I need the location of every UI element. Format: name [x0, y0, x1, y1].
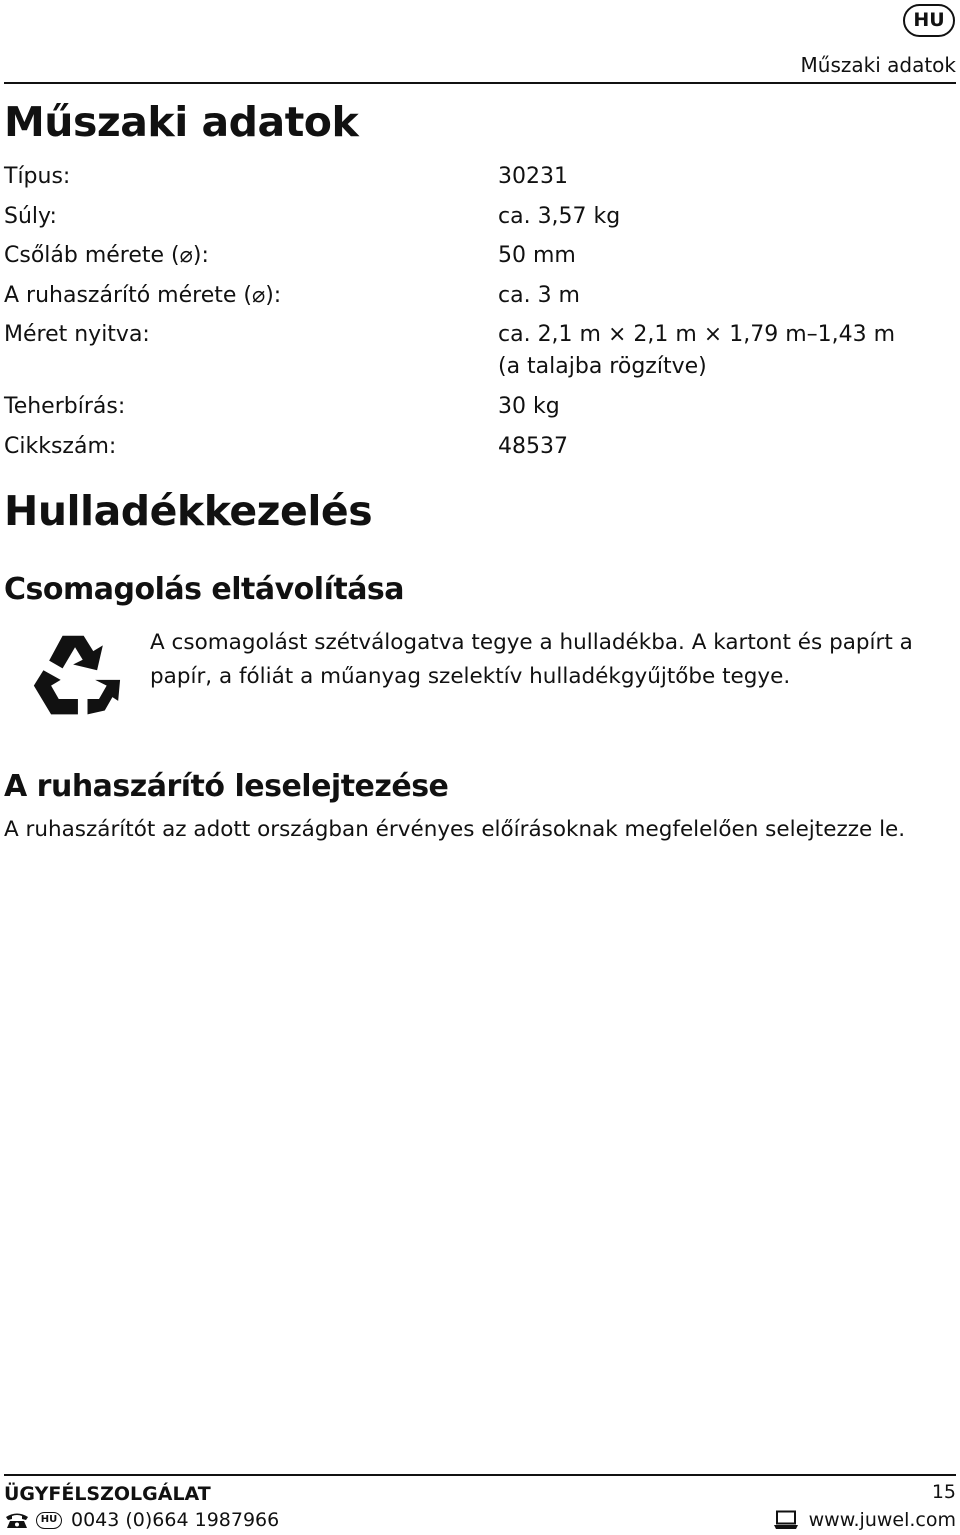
spec-value-dryer-size: ca. 3 m: [498, 283, 580, 308]
page-title: Műszaki adatok: [4, 98, 359, 146]
service-phone-number[interactable]: 0043 (0)664 1987966: [71, 1509, 280, 1531]
customer-service-label: ÜGYFÉLSZOLGÁLAT: [4, 1483, 211, 1505]
phone-icon: [4, 1511, 30, 1529]
spec-value-open-size-note: (a talajba rögzítve): [498, 354, 707, 379]
dryer-disposal-instructions: A ruhaszárítót az adott országban érvényes előírásoknak megfelelően selejtezze le.: [4, 817, 906, 842]
spec-value-open-size: ca. 2,1 m × 2,1 m × 1,79 m–1,43 m: [498, 322, 896, 347]
spec-label-open-size: Méret nyitva:: [4, 322, 150, 347]
spec-label-article-number: Cikkszám:: [4, 434, 117, 459]
website-row: [773, 1506, 956, 1534]
page-number: 15: [931, 1481, 956, 1503]
language-badge: HU: [903, 4, 955, 37]
packaging-heading: Csomagolás eltávolítása: [4, 572, 405, 607]
header-section-title: Műszaki adatok: [800, 53, 956, 77]
spec-label-dryer-size: A ruhaszárító mérete (⌀):: [4, 283, 282, 308]
disposal-heading: Hulladékkezelés: [4, 487, 373, 535]
recycle-icon: [28, 630, 124, 722]
spec-label-weight: Súly:: [4, 204, 57, 229]
spec-value-article-number: 48537: [498, 434, 568, 459]
spec-label-load: Teherbírás:: [4, 394, 126, 419]
laptop-icon: [773, 1510, 799, 1530]
service-phone-row: [4, 1506, 279, 1534]
dryer-disposal-heading: A ruhaszárító leselejtezése: [4, 769, 449, 804]
spec-label-type: Típus:: [4, 164, 71, 189]
packaging-instructions: A csomagolást szétválogatva tegye a hulladékba. A kartont és papírt a papír, a fóliát a műanyag szelektív hulladékgyűjtőbe tegye.: [150, 630, 913, 689]
footer-divider: [4, 1474, 956, 1476]
country-badge: HU: [36, 1512, 62, 1529]
spec-value-pole-size: 50 mm: [498, 243, 576, 268]
header-divider: [4, 82, 956, 84]
spec-value-weight: ca. 3,57 kg: [498, 204, 621, 229]
website-link[interactable]: www.juwel.com: [808, 1509, 956, 1531]
spec-value-load: 30 kg: [498, 394, 560, 419]
spec-label-pole-size: Csőláb mérete (⌀):: [4, 243, 209, 268]
spec-value-type: 30231: [498, 164, 568, 189]
